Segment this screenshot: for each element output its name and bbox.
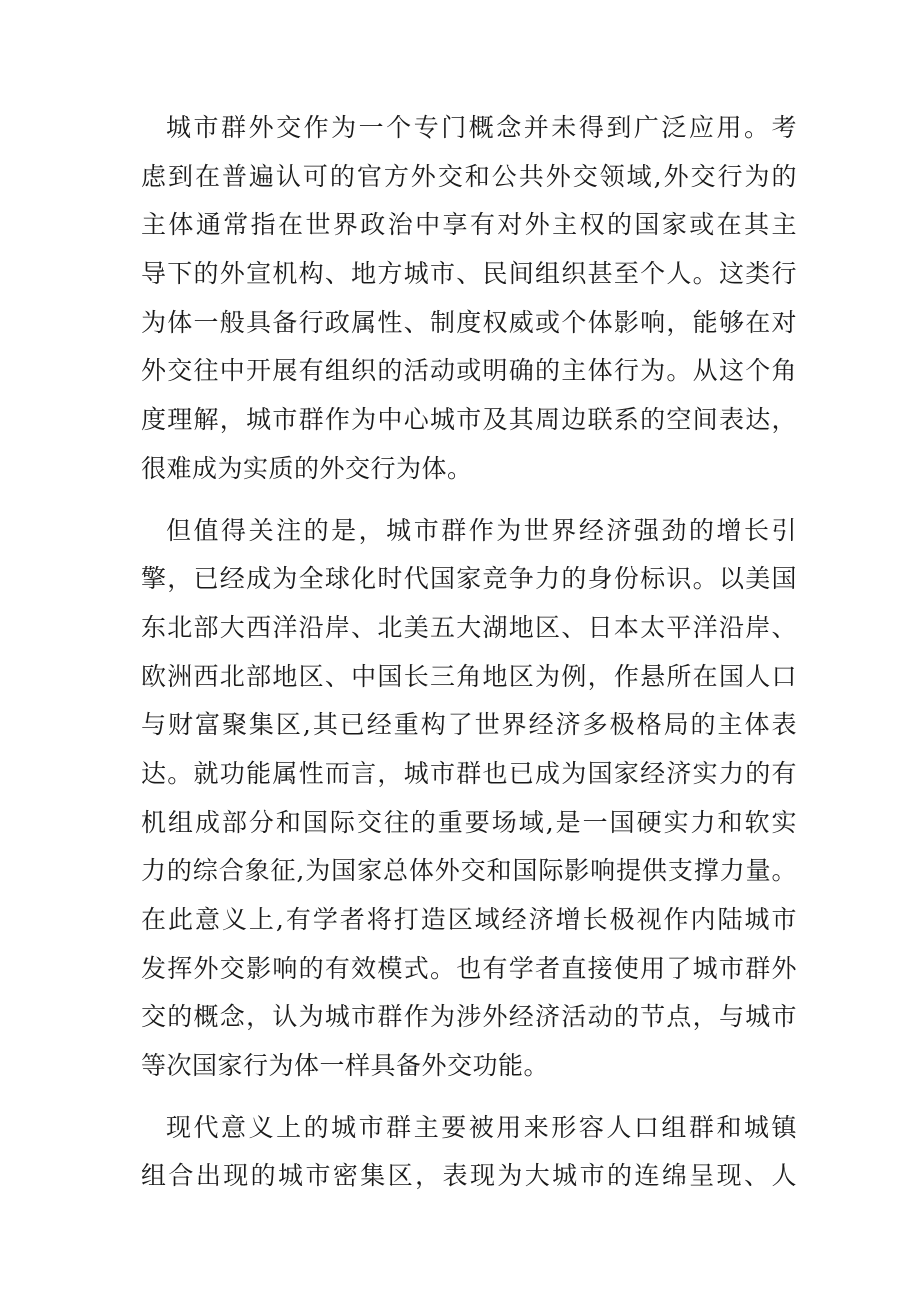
text-line: 机组成部分和国际交往的重要场域,是一国硬实力和软实 — [141, 807, 797, 837]
text-line: 城市群外交作为一个专门概念并未得到广泛应用。考 — [166, 113, 797, 142]
text-line: 与财富聚集区,其已经重构了世界经济多极格局的主体表 — [141, 710, 797, 740]
text-line: 但值得关注的是，城市群作为世界经济强劲的增长引 — [166, 515, 797, 545]
text-line: 导下的外宣机构、地方城市、民间组织甚至个人。这类行 — [141, 259, 797, 289]
text-line: 擎，已经成为全球化时代国家竞争力的身份标识。以美国 — [141, 564, 797, 594]
text-line: 主体通常指在世界政治中享有对外主权的国家或在其主 — [141, 210, 797, 240]
text-line: 发挥外交影响的有效模式。也有学者直接使用了城市群外 — [141, 953, 797, 983]
text-line: 虑到在普遍认可的官方外交和公共外交领域,外交行为的 — [141, 161, 797, 191]
text-line: 等次国家行为体一样具备外交功能。 — [141, 1051, 550, 1081]
paragraph-3 — [141, 1104, 797, 1201]
body-text — [141, 104, 797, 1214]
paragraph-2 — [141, 507, 797, 1091]
text-line: 欧洲西北部地区、中国长三角地区为例，作悬所在国人口 — [141, 661, 797, 691]
paragraph-1 — [141, 104, 797, 494]
text-line: 为体一般具备行政属性、制度权威或个体影响，能够在对 — [141, 307, 797, 337]
text-line: 外交往中开展有组织的活动或明确的主体行为。从这个角 — [141, 356, 797, 386]
text-line: 东北部大西洋沿岸、北美五大湖地区、日本太平洋沿岸、 — [141, 612, 797, 642]
text-line: 达。就功能属性而言，城市群也已成为国家经济实力的有 — [141, 758, 797, 788]
text-line: 度理解，城市群作为中心城市及其周边联系的空间表达， — [141, 405, 797, 435]
text-line: 交的概念，认为城市群作为涉外经济活动的节点，与城市 — [141, 1002, 797, 1032]
text-line: 组合出现的城市密集区，表现为大城市的连绵呈现、人 — [141, 1161, 797, 1191]
text-line: 在此意义上,有学者将打造区域经济增长极视作内陆城市 — [141, 905, 797, 934]
text-line: 力的综合象征,为国家总体外交和国际影响提供支撑力量。 — [141, 856, 797, 886]
text-line: 很难成为实质的外交行为体。 — [141, 453, 473, 483]
text-line: 现代意义上的城市群主要被用来形容人口组群和城镇 — [166, 1112, 797, 1142]
